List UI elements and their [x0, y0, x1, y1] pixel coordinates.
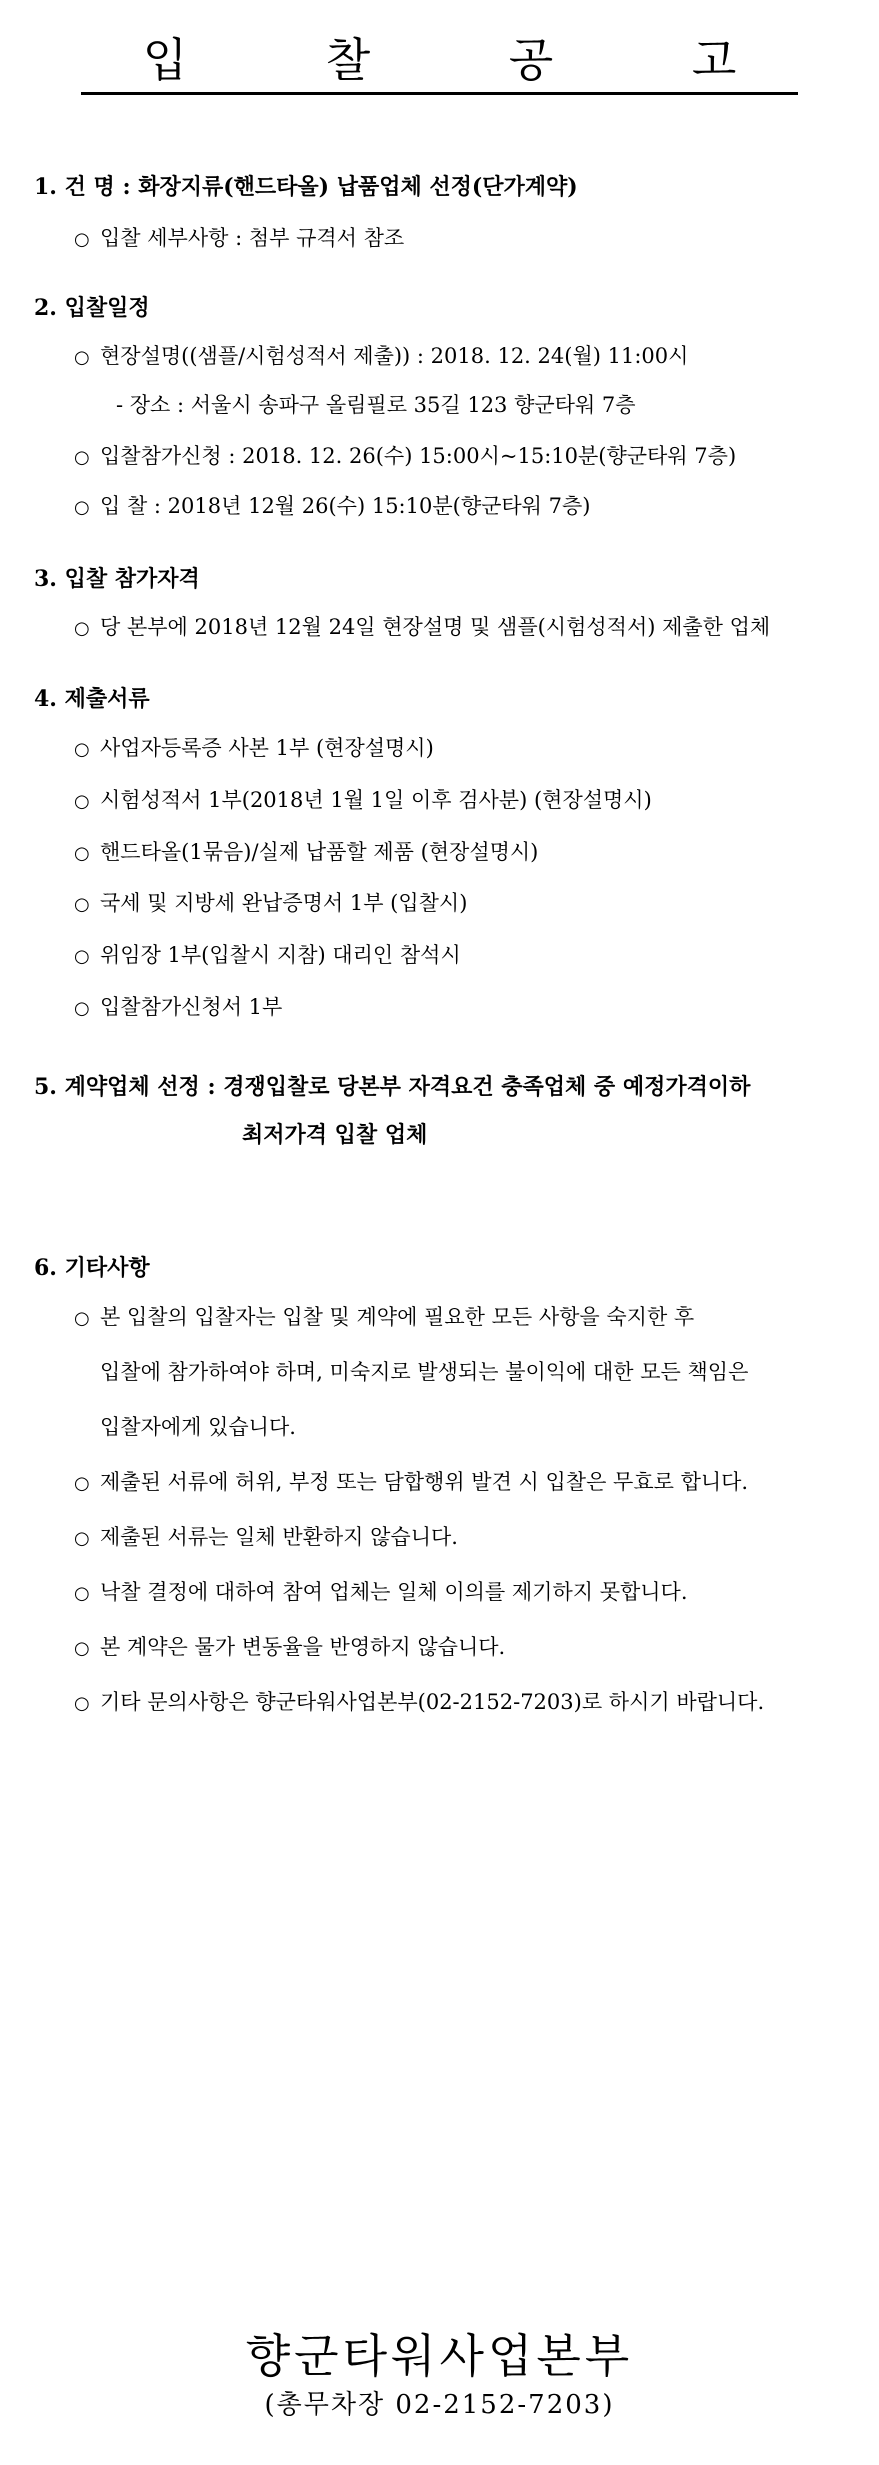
document-title: 입 찰 공 고 — [0, 28, 879, 95]
bullet-marker: ○ — [74, 1583, 90, 1604]
bullet-marker: ○ — [74, 447, 90, 468]
bullet-marker: ○ — [74, 1308, 90, 1329]
bullet-marker: ○ — [74, 618, 90, 639]
section-5-heading-cont: 최저가격 입찰 업체 — [242, 1122, 428, 1148]
bullet-marker: ○ — [74, 843, 90, 864]
section-6-bullet-1: ○ 본 입찰의 입찰자는 입찰 및 계약에 필요한 모든 사항을 숙지한 후 — [74, 1305, 695, 1329]
bullet-marker: ○ — [74, 347, 90, 368]
section-4-bullet-4: ○ 국세 및 지방세 완납증명서 1부 (입찰시) — [74, 891, 468, 915]
section-2-location: - 장소 : 서울시 송파구 올림필로 35길 123 향군타워 7층 — [116, 393, 636, 417]
section-1-heading: 1. 건 명 : 화장지류(핸드타올) 납품업체 선정(단가계약) — [34, 174, 578, 200]
section-1-bullet: ○ 입찰 세부사항 : 첨부 규격서 참조 — [74, 226, 405, 250]
bullet-marker: ○ — [74, 739, 90, 760]
section-2-bullet-1: ○ 현장설명((샘플/시험성적서 제출)) : 2018. 12. 24(월) 11:00시 — [74, 344, 689, 368]
section-2-heading: 2. 입찰일정 — [34, 295, 150, 321]
section-2-bullet-3: ○ 입 찰 : 2018년 12월 26(수) 15:10분(향군타워 7층) — [74, 494, 591, 518]
bullet-marker: ○ — [74, 946, 90, 967]
section-3-heading: 3. 입찰 참가자격 — [34, 566, 200, 592]
bullet-marker: ○ — [74, 998, 90, 1019]
section-6-heading: 6. 기타사항 — [34, 1255, 150, 1281]
issuer-contact: (총무차장 02-2152-7203) — [264, 2390, 615, 2420]
bullet-marker: ○ — [74, 497, 90, 518]
issuer-name: 향군타워사업본부 — [245, 2329, 634, 2383]
section-4-bullet-6: ○ 입찰참가신청서 1부 — [74, 995, 283, 1019]
bullet-marker: ○ — [74, 1473, 90, 1494]
bullet-marker: ○ — [74, 791, 90, 812]
bullet-marker: ○ — [74, 1528, 90, 1549]
bullet-marker: ○ — [74, 1638, 90, 1659]
section-6-bullet-3: ○ 제출된 서류는 일체 반환하지 않습니다. — [74, 1525, 458, 1549]
section-6-bullet-2: ○ 제출된 서류에 허위, 부정 또는 담합행위 발견 시 입찰은 무효로 합니다. — [74, 1470, 749, 1494]
bullet-marker: ○ — [74, 894, 90, 915]
section-3-bullet-1: ○ 당 본부에 2018년 12월 24일 현장설명 및 샘플(시험성적서) 제출한 업체 — [74, 615, 771, 639]
section-6-bullet-6: ○ 기타 문의사항은 향군타워사업본부(02-2152-7203)로 하시기 바랍니다. — [74, 1690, 765, 1714]
section-6-bullet-4: ○ 낙찰 결정에 대하여 참여 업체는 일체 이의를 제기하지 못합니다. — [74, 1580, 688, 1604]
section-4-bullet-5: ○ 위임장 1부(입찰시 지참) 대리인 참석시 — [74, 943, 461, 967]
section-2-bullet-2: ○ 입찰참가신청 : 2018. 12. 26(수) 15:00시~15:10분(향군타워 7층) — [74, 444, 737, 468]
section-4-bullet-2: ○ 시험성적서 1부(2018년 1월 1일 이후 검사분) (현장설명시) — [74, 788, 652, 812]
section-6-bullet-1-line-2: 입찰에 참가하여야 하며, 미숙지로 발생되는 불이익에 대한 모든 책임은 — [100, 1360, 749, 1384]
section-4-heading: 4. 제출서류 — [34, 686, 150, 712]
bullet-marker: ○ — [74, 229, 90, 250]
section-5-heading: 5. 계약업체 선정 : 경쟁입찰로 당본부 자격요건 충족업체 중 예정가격이하 — [34, 1074, 751, 1100]
section-4-bullet-1: ○ 사업자등록증 사본 1부 (현장설명시) — [74, 736, 434, 760]
section-6-bullet-1-line-3: 입찰자에게 있습니다. — [100, 1415, 296, 1439]
bullet-marker: ○ — [74, 1693, 90, 1714]
section-4-bullet-3: ○ 핸드타올(1묶음)/실제 납품할 제품 (현장설명시) — [74, 840, 539, 864]
section-6-bullet-5: ○ 본 계약은 물가 변동율을 반영하지 않습니다. — [74, 1635, 506, 1659]
